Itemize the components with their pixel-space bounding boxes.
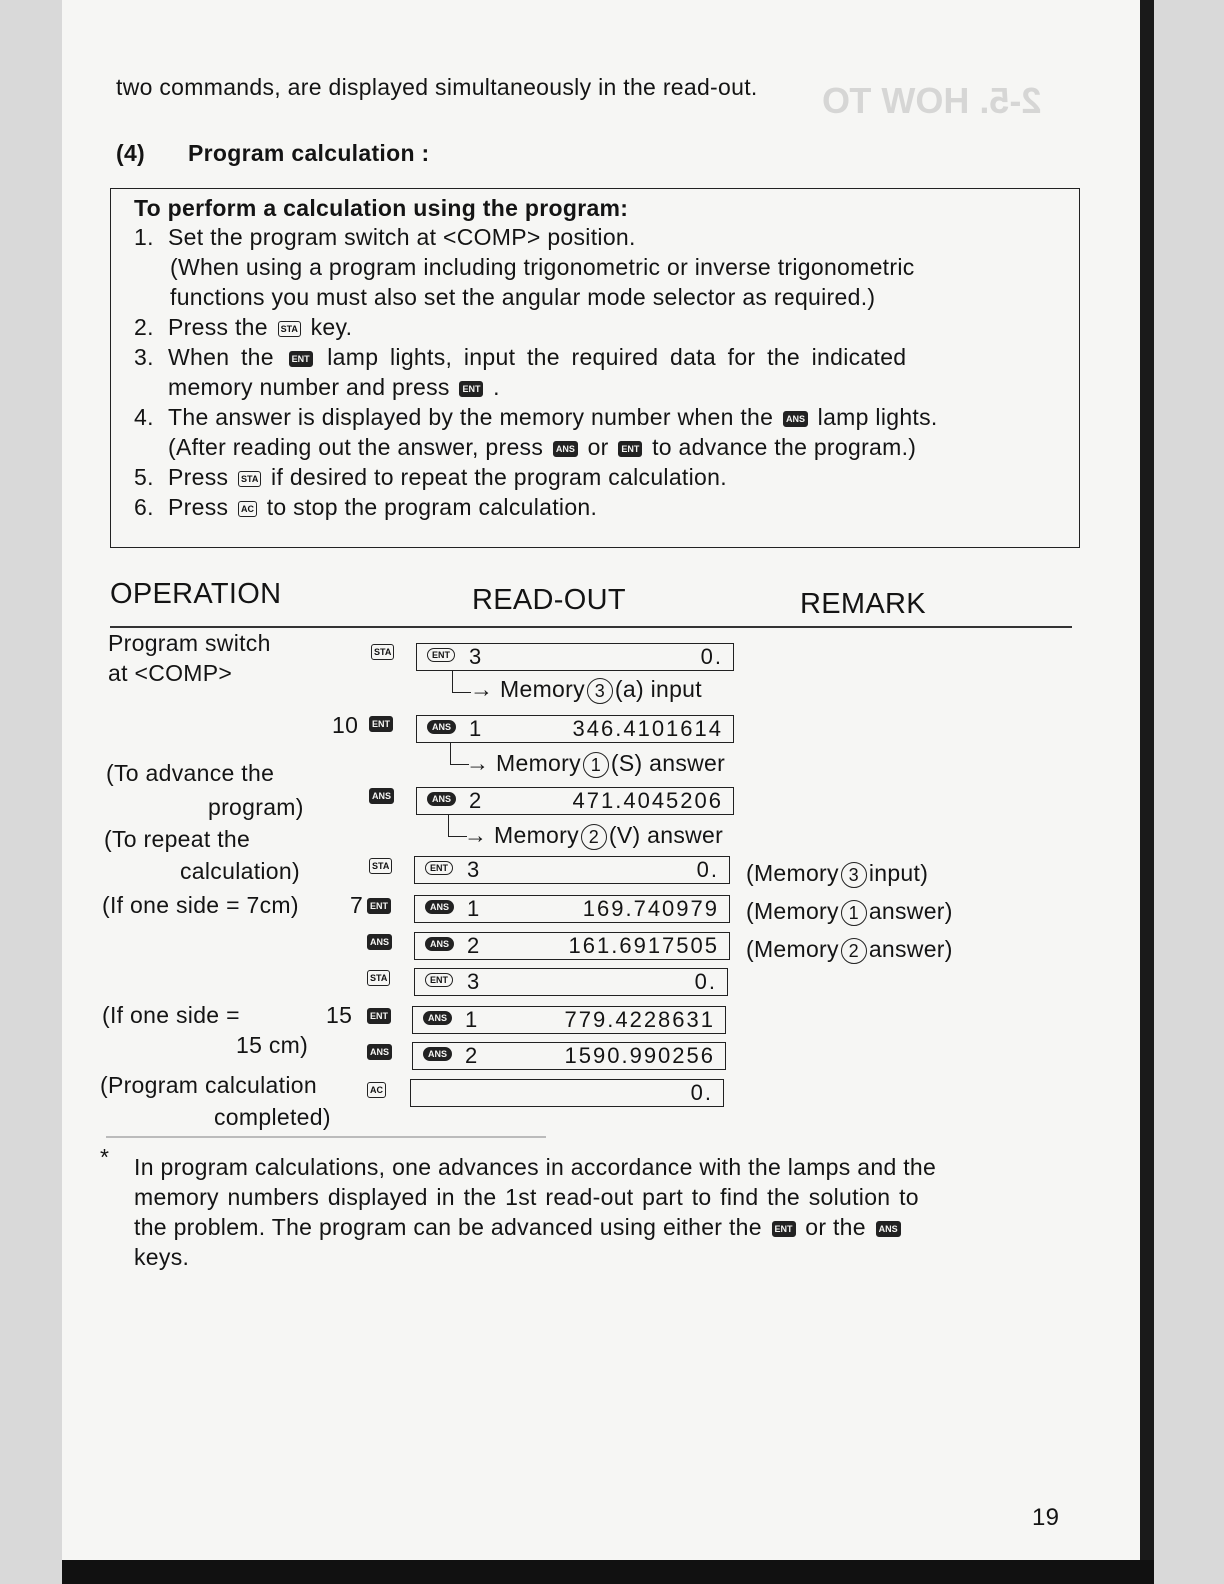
readout-display xyxy=(412,1006,726,1034)
ent-lamp-icon: ENT xyxy=(425,861,453,875)
memory-number: 3 xyxy=(467,857,480,882)
section-title: Program calculation : xyxy=(188,140,430,166)
step-text: Press xyxy=(168,494,229,520)
memory-number: 2 xyxy=(467,933,480,958)
op-label: at <COMP> xyxy=(108,660,233,686)
remark-text: (Memory xyxy=(746,860,839,886)
step-line xyxy=(168,344,906,371)
ans-key-icon: ANS xyxy=(367,1044,392,1060)
op-label: (If one side = 7cm) xyxy=(102,892,299,918)
note-text: Memory xyxy=(494,822,579,848)
op-label: (To repeat the xyxy=(104,826,251,852)
footnote-line: In program calculations, one advances in accordance with the lamps and the xyxy=(134,1154,937,1180)
ans-lamp-icon: ANS xyxy=(427,792,456,806)
ac-key-icon: AC xyxy=(238,501,257,517)
step-text: lamp lights, input the required data for the indicated xyxy=(327,344,907,370)
circled-number: 1 xyxy=(841,900,867,926)
arrow-connector xyxy=(452,670,471,693)
ans-key-icon: ANS xyxy=(553,441,578,457)
footnote-line: memory numbers displayed in the 1st read-out part to find the solution to xyxy=(134,1184,919,1210)
op-label: Program switch xyxy=(108,630,271,656)
step-text: memory number and press xyxy=(168,374,450,400)
readout-display xyxy=(412,1042,726,1070)
op-label: (Program calculation xyxy=(100,1072,317,1098)
footnote-line: keys. xyxy=(134,1244,190,1270)
readout-display xyxy=(414,895,730,923)
note-text: (S) answer xyxy=(610,750,726,776)
readout-value: 471.4045206 xyxy=(572,788,723,813)
step-line xyxy=(168,434,916,461)
section-number: (4) xyxy=(116,140,146,166)
step-line xyxy=(168,494,597,521)
step-text: Press xyxy=(168,464,229,490)
circled-number: 3 xyxy=(587,678,613,704)
readout-display xyxy=(414,932,730,960)
circled-number: 1 xyxy=(583,752,609,778)
remark-text: (Memory xyxy=(746,936,839,962)
ans-key-icon: ANS xyxy=(876,1221,901,1237)
sta-key-icon: STA xyxy=(371,644,394,660)
step-text: key. xyxy=(310,314,353,340)
memory-number: 3 xyxy=(469,644,482,669)
ans-key-icon: ANS xyxy=(367,934,392,950)
readout-display xyxy=(416,643,734,671)
readout-value: 0. xyxy=(694,969,717,994)
key-input-number: 7 xyxy=(350,892,364,918)
ans-lamp-icon: ANS xyxy=(425,900,454,914)
step-number: 2. xyxy=(134,314,154,340)
remark xyxy=(746,936,953,964)
step-text: to stop the program calculation. xyxy=(266,494,598,520)
step-text: functions you must also set the angular mode selector as required.) xyxy=(170,284,876,310)
step-number: 5. xyxy=(134,464,154,490)
step-text: lamp lights. xyxy=(817,404,938,430)
scan-edge xyxy=(1140,0,1154,1584)
readout-display xyxy=(410,1079,724,1107)
step-text: to advance the program.) xyxy=(652,434,917,460)
ent-key-icon: ENT xyxy=(618,441,642,457)
op-label: (If one side = xyxy=(102,1002,240,1028)
step-number: 3. xyxy=(134,344,154,370)
page-number: 19 xyxy=(1032,1504,1060,1531)
sta-key-icon: STA xyxy=(367,970,390,986)
footnote-text: the problem. The program can be advanced using either the xyxy=(134,1214,762,1240)
step-number: 1. xyxy=(134,224,154,250)
memory-number: 1 xyxy=(469,716,482,741)
key-input-number: 10 xyxy=(332,712,359,738)
ans-key-icon: ANS xyxy=(369,788,394,804)
memory-note xyxy=(470,676,702,704)
memory-number: 2 xyxy=(465,1043,478,1068)
readout-display xyxy=(414,856,730,884)
readout-value: 779.4228631 xyxy=(564,1007,715,1032)
memory-number: 1 xyxy=(465,1007,478,1032)
readout-value: 0. xyxy=(696,857,719,882)
readout-display xyxy=(416,715,734,743)
note-text: (V) answer xyxy=(608,822,724,848)
ent-key-icon: ENT xyxy=(459,381,483,397)
readout-value: 1590.990256 xyxy=(564,1043,715,1068)
ent-key-icon: ENT xyxy=(289,351,313,367)
arrow-icon: → xyxy=(466,750,490,776)
ent-lamp-icon: ENT xyxy=(427,648,455,662)
circled-number: 2 xyxy=(581,824,607,850)
ans-lamp-icon: ANS xyxy=(423,1047,452,1061)
ans-lamp-icon: ANS xyxy=(423,1011,452,1025)
arrow-icon: → xyxy=(464,822,488,848)
intro-text: two commands, are displayed simultaneously in the read-out. xyxy=(116,74,758,100)
readout-display xyxy=(414,968,728,996)
ent-key-icon: ENT xyxy=(369,716,393,732)
readout-display xyxy=(416,787,734,815)
show-through-text: 2-5. HOW TO xyxy=(822,80,1042,121)
step-text: if desired to repeat the program calculation. xyxy=(271,464,727,490)
op-label: calculation) xyxy=(180,858,300,884)
ent-key-icon: ENT xyxy=(772,1221,796,1237)
remark-text: answer) xyxy=(868,898,953,924)
ac-key-icon: AC xyxy=(367,1082,386,1098)
readout-value: 161.6917505 xyxy=(568,933,719,958)
step-line xyxy=(168,374,500,401)
header-divider xyxy=(110,626,1072,628)
op-label: completed) xyxy=(214,1104,331,1130)
note-text: (a) input xyxy=(614,676,702,702)
step-line xyxy=(168,404,938,431)
step-line xyxy=(168,464,727,491)
remark-text: (Memory xyxy=(746,898,839,924)
ent-lamp-icon: ENT xyxy=(425,973,453,987)
footnote-bullet: * xyxy=(100,1144,110,1170)
circled-number: 2 xyxy=(841,938,867,964)
note-text: Memory xyxy=(500,676,585,702)
step-text: Set the program switch at <COMP> position. xyxy=(168,224,636,250)
remark-text: input) xyxy=(868,860,929,886)
readout-value: 0. xyxy=(690,1080,713,1105)
ans-key-icon: ANS xyxy=(783,411,808,427)
step-text: (After reading out the answer, press xyxy=(168,434,544,460)
sta-key-icon: STA xyxy=(238,471,261,487)
step-number: 4. xyxy=(134,404,154,430)
memory-number: 1 xyxy=(467,896,480,921)
ans-lamp-icon: ANS xyxy=(425,937,454,951)
table-bottom-divider xyxy=(106,1136,546,1138)
memory-note xyxy=(466,750,725,778)
arrow-icon: → xyxy=(470,676,494,702)
readout-value: 169.740979 xyxy=(582,896,719,921)
step-text: . xyxy=(493,374,500,400)
op-label: program) xyxy=(208,794,304,820)
memory-number: 3 xyxy=(467,969,480,994)
step-text: or xyxy=(587,434,609,460)
note-text: Memory xyxy=(496,750,581,776)
operation-header: OPERATION xyxy=(110,578,282,610)
footnote-text: or the xyxy=(805,1214,866,1240)
step-text: When the xyxy=(168,344,274,370)
ent-key-icon: ENT xyxy=(367,1008,391,1024)
remark xyxy=(746,898,953,926)
readout-value: 346.4101614 xyxy=(572,716,723,741)
step-text: Press the xyxy=(168,314,268,340)
readout-header: READ-OUT xyxy=(472,584,626,616)
step-number: 6. xyxy=(134,494,154,520)
remark xyxy=(746,860,928,888)
sta-key-icon: STA xyxy=(369,858,392,874)
op-label: (To advance the xyxy=(106,760,275,786)
readout-value: 0. xyxy=(700,644,723,669)
scan-edge xyxy=(62,1560,1154,1584)
memory-note xyxy=(464,822,723,850)
ent-key-icon: ENT xyxy=(367,898,391,914)
step-line xyxy=(168,314,352,341)
ans-lamp-icon: ANS xyxy=(427,720,456,734)
step-text: The answer is displayed by the memory number when the xyxy=(168,404,774,430)
sta-key-icon: STA xyxy=(278,321,301,337)
op-label: 15 cm) xyxy=(236,1032,309,1058)
memory-number: 2 xyxy=(469,788,482,813)
circled-number: 3 xyxy=(841,862,867,888)
remark-text: answer) xyxy=(868,936,953,962)
key-input-number: 15 xyxy=(326,1002,353,1028)
footnote-line xyxy=(134,1214,904,1241)
manual-page xyxy=(62,0,1154,1584)
step-text: (When using a program including trigonometric or inverse trigonometric xyxy=(170,254,915,280)
remark-header: REMARK xyxy=(800,588,926,620)
box-heading: To perform a calculation using the program: xyxy=(134,195,629,221)
